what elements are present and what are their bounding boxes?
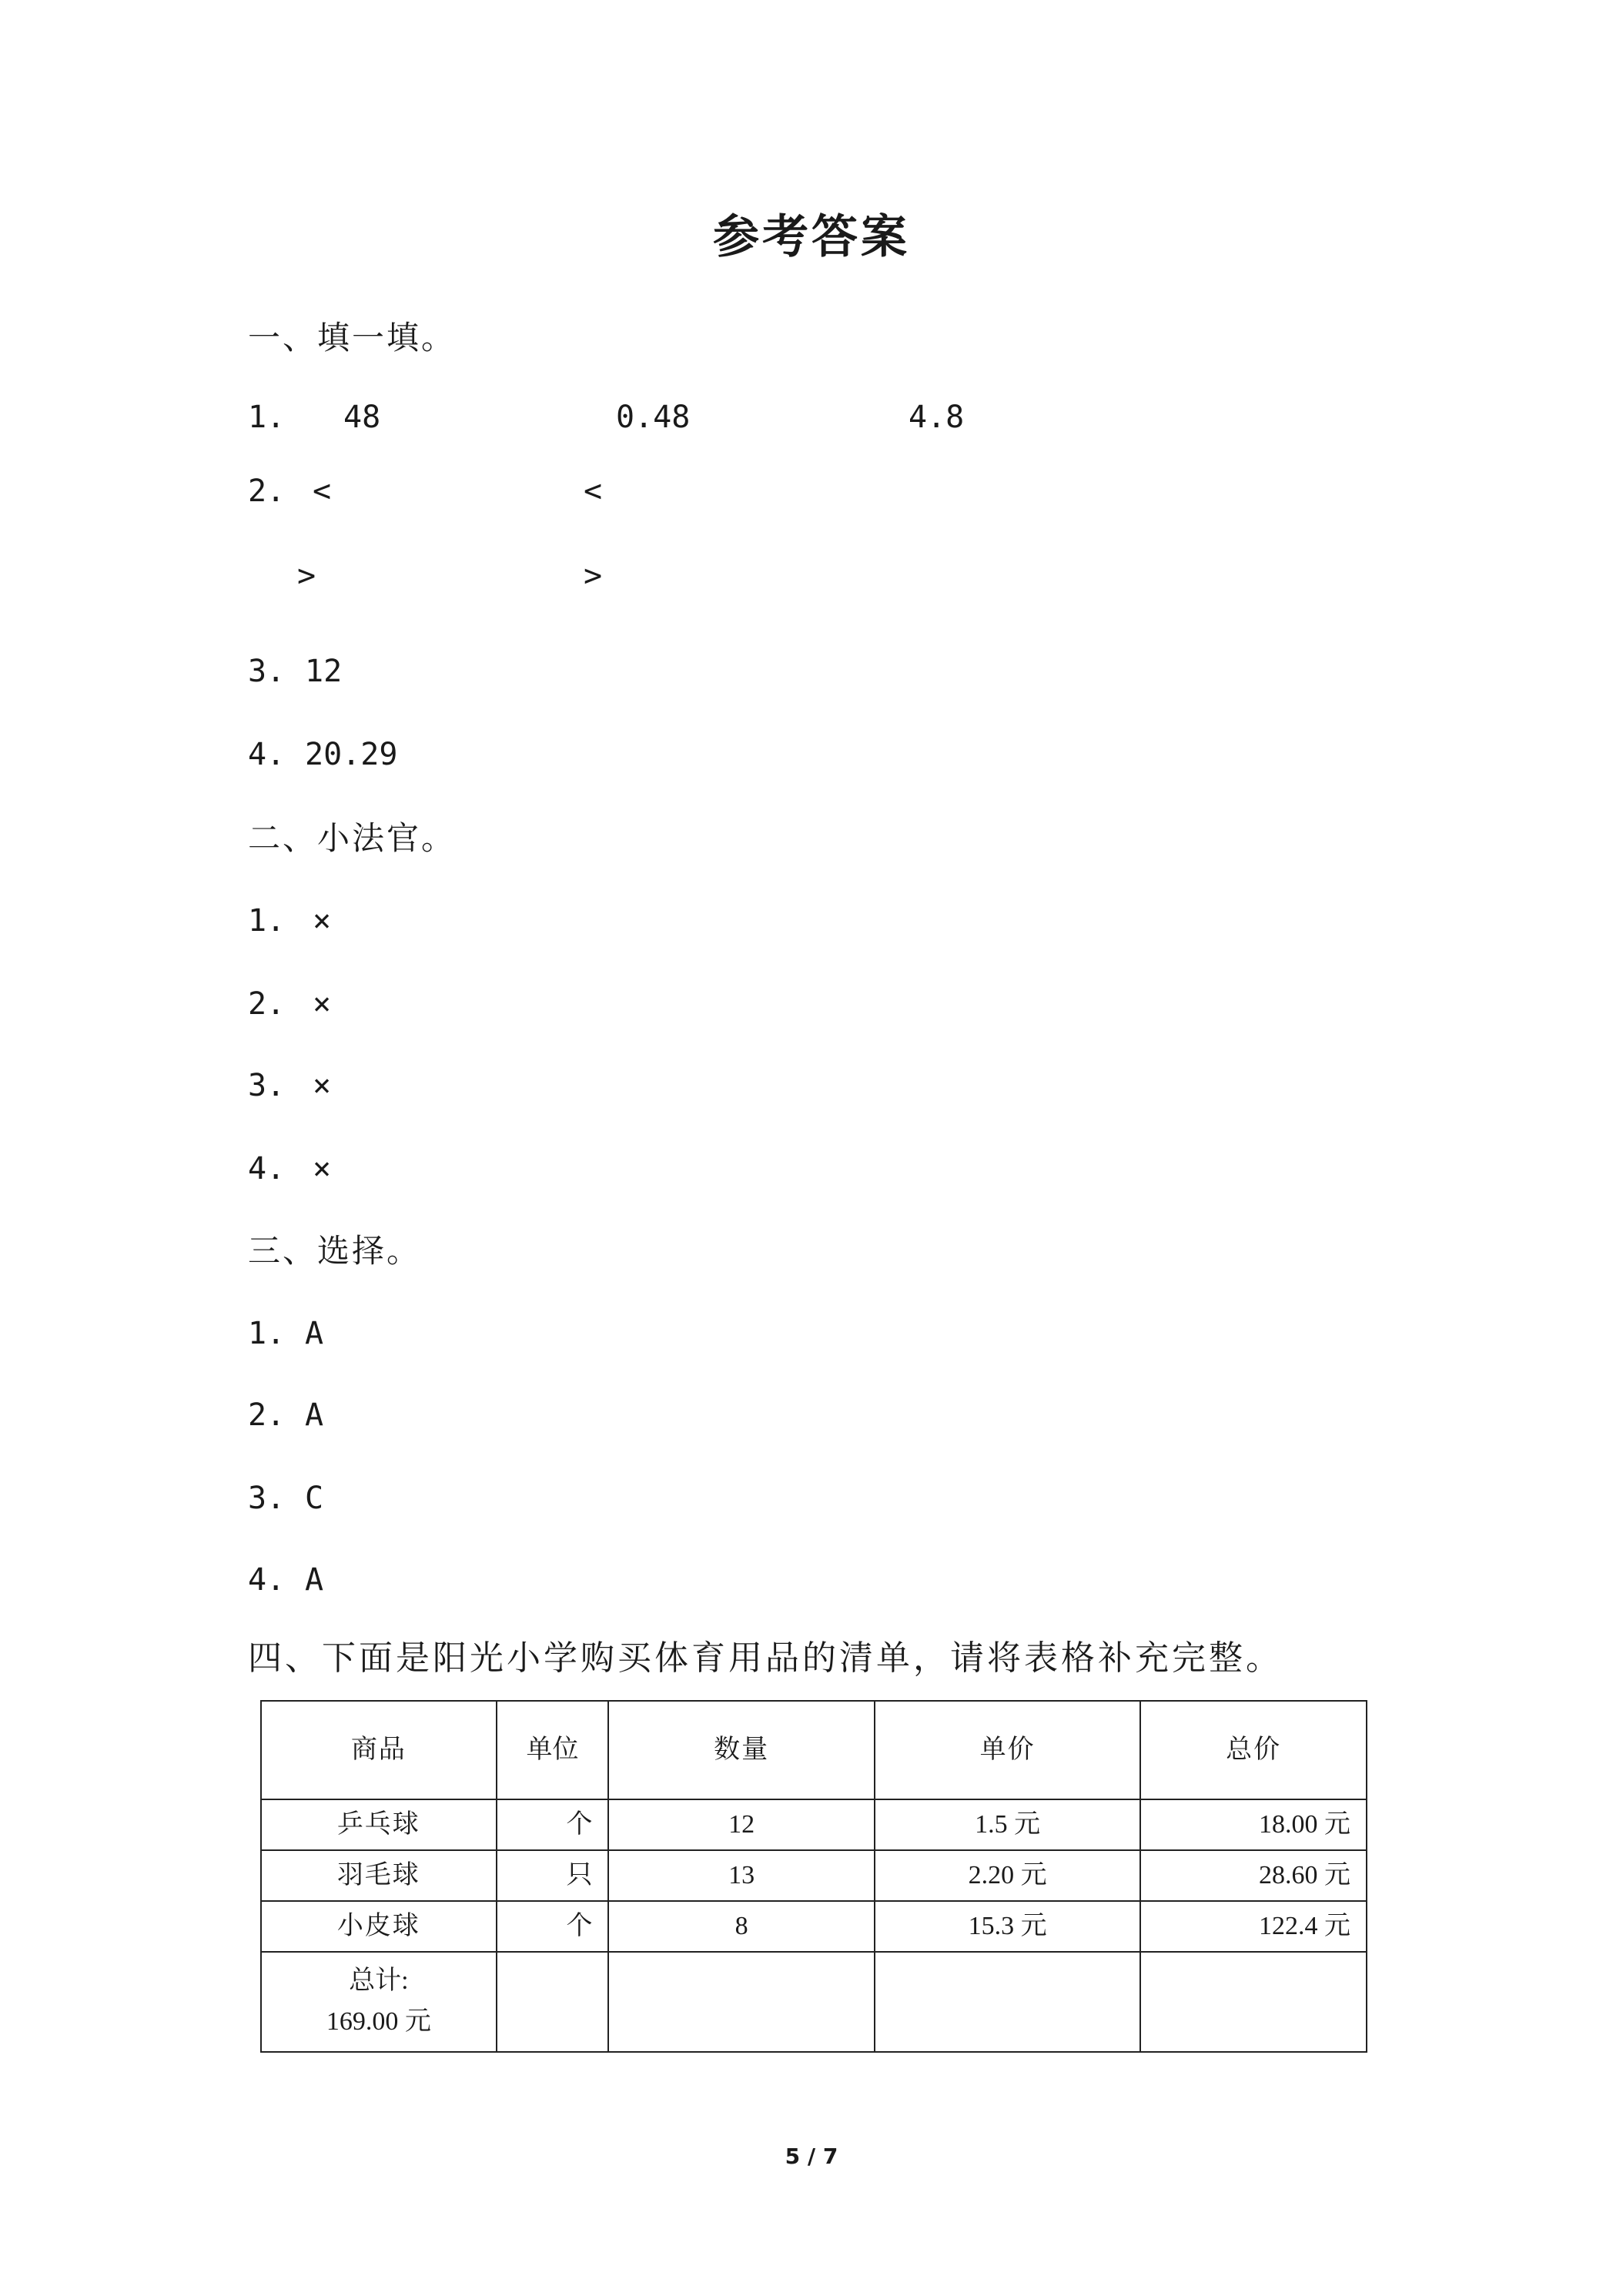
cell-quantity: 12 — [608, 1799, 874, 1850]
q3-number: 3. — [248, 654, 286, 689]
empty-cell — [497, 1952, 609, 2052]
s2-item-1-number: 1. — [248, 903, 286, 939]
cell-item: 羽毛球 — [261, 1850, 497, 1901]
cell-unit: 个 — [497, 1901, 609, 1952]
q2-answer-c: > — [297, 558, 316, 594]
cell-total-price: 18.00 元 — [1140, 1799, 1367, 1850]
cell-quantity: 13 — [608, 1850, 874, 1901]
total-label: 总计: — [349, 1966, 409, 1996]
cell-total-price: 28.60 元 — [1140, 1850, 1367, 1901]
table-row — [261, 1850, 1367, 1901]
q1-number: 1. — [248, 400, 286, 435]
cell-unit-price: 2.20 元 — [875, 1850, 1140, 1901]
section-2-heading: 二、小法官。 — [248, 819, 457, 857]
s3-item-1-number: 1. — [248, 1316, 286, 1351]
s3-item-3-number: 3. — [248, 1481, 286, 1516]
q3-answer: 12 — [305, 654, 343, 689]
cell-item: 乒乓球 — [261, 1799, 497, 1850]
header-item: 商品 — [261, 1701, 497, 1799]
table-total-row — [261, 1952, 1367, 2052]
header-total-price: 总价 — [1140, 1701, 1367, 1799]
table-header-row — [261, 1701, 1367, 1799]
cell-unit-price: 1.5 元 — [875, 1799, 1140, 1850]
empty-cell — [875, 1952, 1140, 2052]
cell-unit: 个 — [497, 1799, 609, 1850]
q1-answer-a: 48 — [343, 400, 381, 435]
s3-item-2-answer: A — [305, 1397, 324, 1433]
supplies-table — [260, 1700, 1367, 2053]
s3-item-3-answer: C — [305, 1481, 324, 1516]
q2-answer-a: < — [313, 474, 332, 509]
s2-item-2-answer: × — [313, 986, 332, 1022]
s3-item-2-number: 2. — [248, 1397, 286, 1433]
page-number: 5 / 7 — [785, 2144, 838, 2169]
q2-answer-b: < — [584, 474, 603, 509]
section-1-heading: 一、填一填。 — [248, 319, 457, 356]
header-quantity: 数量 — [608, 1701, 874, 1799]
empty-cell — [1140, 1952, 1367, 2052]
s2-item-4-answer: × — [313, 1151, 332, 1186]
s3-item-4-answer: A — [305, 1562, 324, 1598]
cell-quantity: 8 — [608, 1901, 874, 1952]
q2-answer-d: > — [584, 558, 603, 594]
s2-item-2-number: 2. — [248, 986, 286, 1022]
cell-item: 小皮球 — [261, 1901, 497, 1952]
cell-unit: 只 — [497, 1850, 609, 1901]
cell-total-price: 122.4 元 — [1140, 1901, 1367, 1952]
total-cell — [261, 1952, 497, 2052]
page-title: 参考答案 — [713, 210, 910, 264]
s2-item-4-number: 4. — [248, 1151, 286, 1186]
q4-number: 4. — [248, 737, 286, 772]
empty-cell — [608, 1952, 874, 2052]
section-3-heading: 三、选择。 — [248, 1232, 422, 1270]
q1-answer-b: 0.48 — [616, 400, 691, 435]
cell-unit-price: 15.3 元 — [875, 1901, 1140, 1952]
q2-number: 2. — [248, 474, 286, 509]
s2-item-1-answer: × — [313, 903, 332, 939]
header-unit-price: 单价 — [875, 1701, 1140, 1799]
s2-item-3-answer: × — [313, 1068, 332, 1103]
header-unit: 单位 — [497, 1701, 609, 1799]
s3-item-1-answer: A — [305, 1316, 324, 1351]
total-value: 169.00 元 — [326, 2007, 431, 2036]
s3-item-4-number: 4. — [248, 1562, 286, 1598]
section-4-heading: 四、下面是阳光小学购买体育用品的清单，请将表格补充完整。 — [248, 1638, 1283, 1678]
q1-answer-c: 4.8 — [909, 400, 965, 435]
table-row — [261, 1901, 1367, 1952]
s2-item-3-number: 3. — [248, 1068, 286, 1103]
table-row — [261, 1799, 1367, 1850]
q4-answer: 20.29 — [305, 737, 398, 772]
